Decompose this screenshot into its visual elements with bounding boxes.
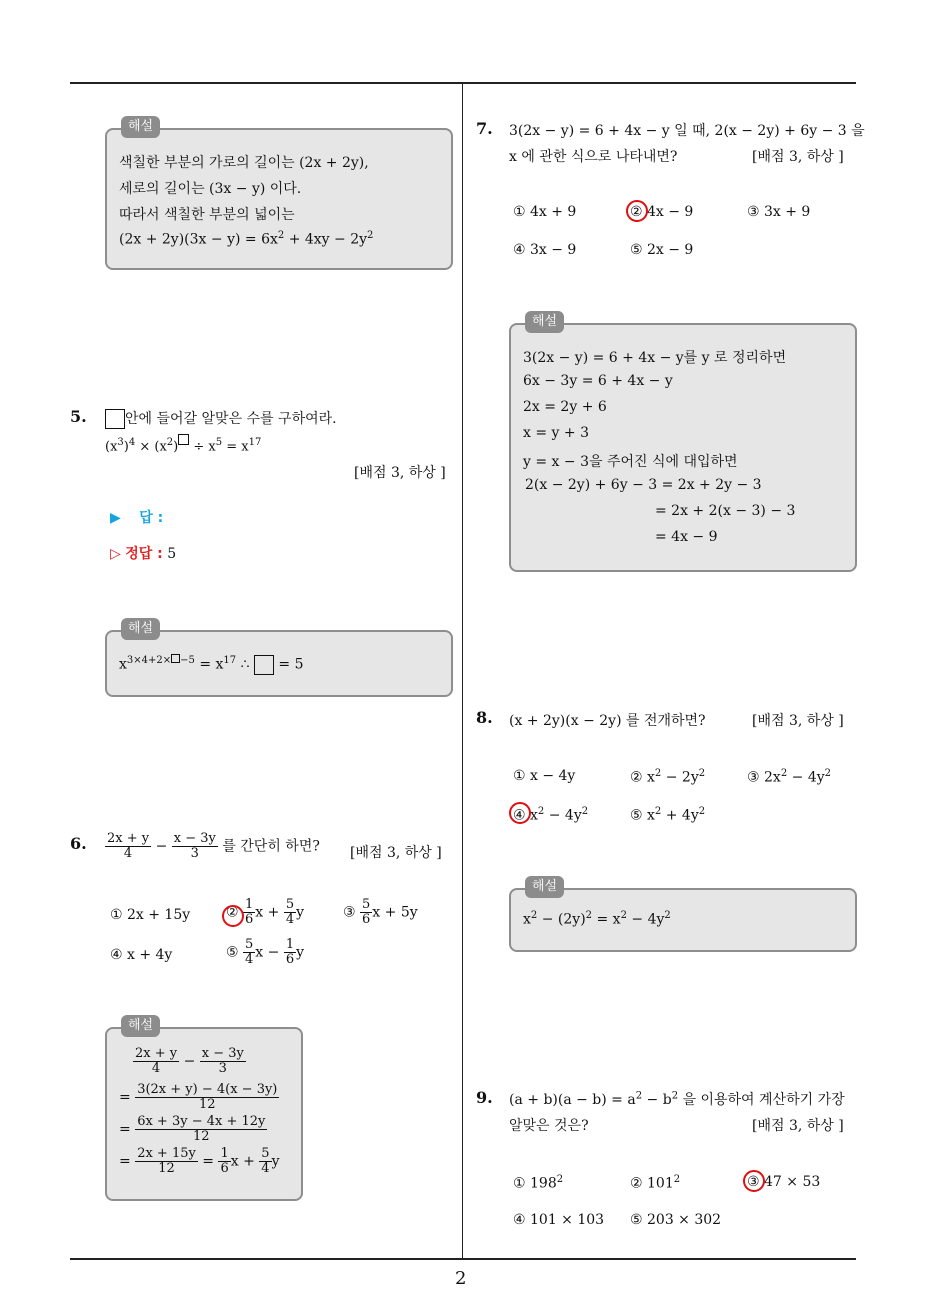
solution-line: $\frac{2x + y}{4}$ − $\frac{x - 3y}{3}$ <box>135 1046 244 1076</box>
blank-box <box>105 409 125 429</box>
option-5[interactable]: ⑤ $\frac{5}{4}$ x − $\frac{1}{6}$ y <box>226 937 305 967</box>
solution-line: = $\frac{3(2x + y) - 4(x - 3y)}{12}$ <box>119 1082 278 1112</box>
answer-row <box>110 507 163 527</box>
question-expression: $(x^3)^4 \times (x^2) \div x^5 = x^{17}$ <box>105 434 261 454</box>
points-label: [배점 3, 하상 ] <box>752 1118 844 1134</box>
question-number: 5. <box>70 407 87 426</box>
correct-answer-row <box>110 543 176 563</box>
play-icon: ▶ <box>110 510 121 526</box>
solution-label: 해설 <box>121 1015 160 1037</box>
question-text: 안에 들어갈 알맞은 수를 구하여라. <box>105 408 337 429</box>
solution-box-q8 <box>509 879 857 952</box>
solution-line: $(2x + 2y)(3x - y) = 6x^2 + 4xy - 2y^2$ <box>119 230 374 248</box>
answer-circle-mark <box>509 802 531 824</box>
solution-box-q5 <box>105 621 453 697</box>
answer-circle-mark <box>222 905 244 927</box>
solution-line: x = y + 3 <box>523 425 589 441</box>
solution-line: 2(x − 2y) + 6y − 3 = 2x + 2y − 3 <box>525 477 762 493</box>
option-1[interactable]: ① 2x + 15y <box>110 907 191 923</box>
question-text: $\frac{2x + y}{4}$ − $\frac{x - 3y}{3}$ 를 간단히 하면? <box>107 831 320 861</box>
question-number: 6. <box>70 834 87 853</box>
option-2[interactable]: ② $x^2 - 2y^2$ <box>630 768 706 786</box>
option-4[interactable]: ④ $x^2 - 4y^2$ <box>513 806 589 824</box>
option-1[interactable]: ① $198^2$ <box>513 1174 564 1192</box>
solution-label: 해설 <box>121 116 160 138</box>
blank-box <box>254 655 274 675</box>
option-3[interactable]: ③ $\frac{5}{6}$ x + 5y <box>343 897 418 927</box>
answer-circle-mark <box>743 1170 765 1192</box>
solution-line: = $\frac{6x + 3y - 4x + 12y}{12}$ <box>119 1114 266 1144</box>
answer-label: 답 : <box>139 510 164 526</box>
option-1[interactable]: ① x − 4y <box>513 768 576 784</box>
question-number: 9. <box>476 1088 493 1107</box>
solution-line: 6x − 3y = 6 + 4x − y <box>523 373 673 389</box>
solution-line: = 4x − 9 <box>655 529 718 545</box>
solution-label: 해설 <box>121 618 160 640</box>
solution-line: = $\frac{2x + 15y}{12}$ = $\frac{1}{6}$ x + $\frac{5}{4}$ y <box>119 1146 280 1176</box>
solution-box-q6 <box>105 1018 303 1201</box>
solution-line: 색칠한 부분의 가로의 길이는 (2x + 2y), <box>119 155 369 171</box>
points-label: [배점 3, 하상 ] <box>752 713 844 729</box>
option-5[interactable]: ⑤ 2x − 9 <box>630 242 694 258</box>
option-5[interactable]: ⑤ 203 × 302 <box>630 1212 722 1228</box>
answer-circle-mark <box>626 200 648 222</box>
solution-line: 따라서 색칠한 부분의 넓이는 <box>119 207 295 223</box>
bottom-rule <box>70 1258 856 1260</box>
blank-box <box>178 434 189 445</box>
page-number: 2 <box>455 1268 467 1289</box>
points-label: [배점 3, 하상 ] <box>350 845 442 861</box>
option-5[interactable]: ⑤ $x^2 + 4y^2$ <box>630 806 706 824</box>
triangle-outline-icon: ▷ <box>110 546 121 562</box>
correct-answer-label: 정답 : <box>125 546 163 562</box>
solution-line: $x^2 - (2y)^2 = x^2 - 4y^2$ <box>523 910 671 928</box>
solution-label: 해설 <box>525 876 564 898</box>
solution-line: 3(2x − y) = 6 + 4x − y를 y 로 정리하면 <box>523 350 787 366</box>
question-text: (x + 2y)(x − 2y) 를 전개하면? <box>509 713 706 729</box>
option-2[interactable]: ② $\frac{1}{6}$ x + $\frac{5}{4}$ y <box>226 897 305 927</box>
points-label: [배점 3, 하상 ] <box>752 149 844 165</box>
solution-label: 해설 <box>525 311 564 333</box>
option-3[interactable]: ③ 3x + 9 <box>747 204 811 220</box>
correct-answer-value: 5 <box>167 546 177 562</box>
solution-line: = 2x + 2(x − 3) − 3 <box>655 503 796 519</box>
solution-line: y = x − 3을 주어진 식에 대입하면 <box>523 454 738 470</box>
solution-box-q7 <box>509 314 857 572</box>
option-2[interactable]: ② $101^2$ <box>630 1174 681 1192</box>
solution-line: 세로의 길이는 (3x − y) 이다. <box>119 181 302 197</box>
question-text: $(a + b)(a - b) = a^2 - b^2$ 을 이용하여 계산하기 가장 <box>509 1090 845 1108</box>
solution-line: $x^{3\times 4+2\times}$ $^{-5} = x^{17}$ ∴ = 5 <box>119 655 304 673</box>
option-4[interactable]: ④ 101 × 103 <box>513 1212 605 1228</box>
option-1[interactable]: ① 4x + 9 <box>513 204 577 220</box>
solution-line: 2x = 2y + 6 <box>523 399 607 415</box>
option-3[interactable]: ③ $2x^2 - 4y^2$ <box>747 768 832 786</box>
question-number: 8. <box>476 708 493 727</box>
question-text: 3(2x − y) = 6 + 4x − y 일 때, 2(x − 2y) + 6y − 3 을 <box>509 123 865 139</box>
option-3[interactable]: ③ 47 × 53 <box>747 1174 821 1190</box>
solution-box-q4 <box>105 119 453 270</box>
points-label: [배점 3, 하상 ] <box>354 465 446 481</box>
option-4[interactable]: ④ x + 4y <box>110 947 173 963</box>
question-text: x 에 관한 식으로 나타내면? <box>509 149 678 165</box>
question-number: 7. <box>476 119 493 138</box>
option-4[interactable]: ④ 3x − 9 <box>513 242 577 258</box>
question-text: 알맞은 것은? <box>509 1118 589 1134</box>
option-2[interactable]: ② 4x − 9 <box>630 204 694 220</box>
column-divider <box>462 83 463 1259</box>
